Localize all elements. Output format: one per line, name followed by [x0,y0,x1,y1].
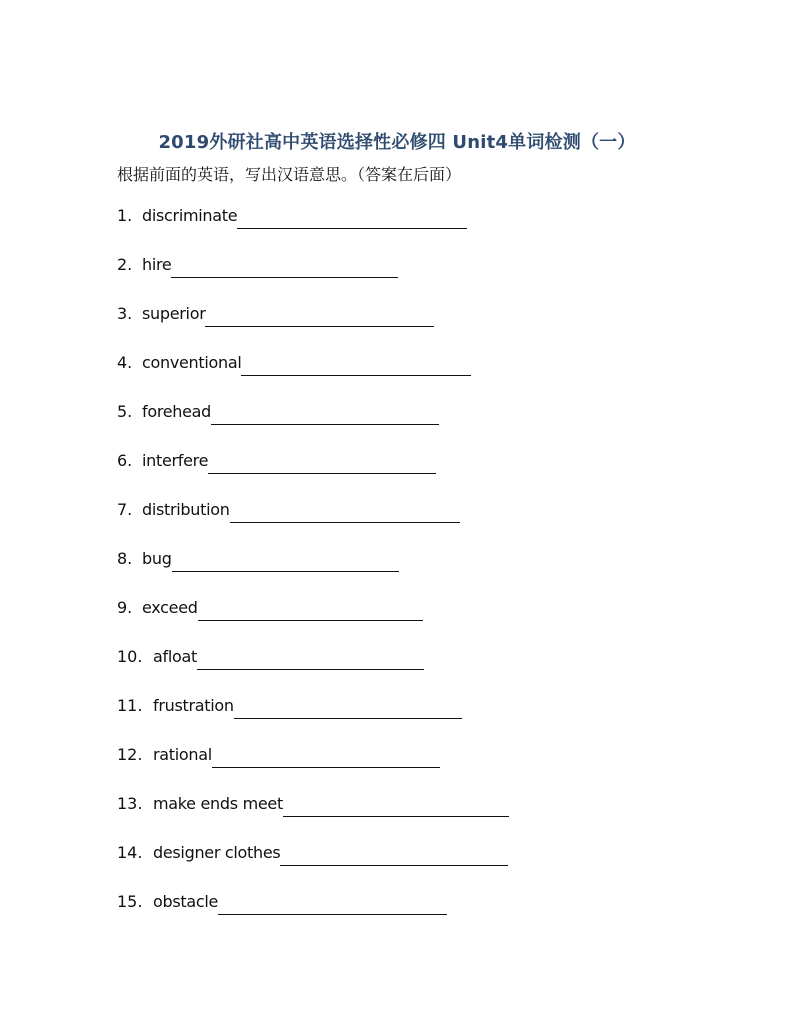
list-item [117,548,399,570]
item-number: 4. [117,353,133,372]
item-number: 12. [117,745,143,764]
list-item [117,450,436,472]
answer-blank[interactable] [212,749,440,768]
item-number: 3. [117,304,133,323]
item-word: designer clothes [153,843,281,862]
list-item [117,303,434,325]
item-word: forehead [142,402,212,421]
answer-blank[interactable] [211,406,439,425]
instructions-text: 根据前面的英语，写出汉语意思。（答案在后面） [117,165,462,184]
answer-blank[interactable] [241,357,471,376]
list-item [117,646,424,668]
answer-blank[interactable] [230,504,460,523]
list-item [117,842,508,864]
item-number: 13. [117,794,143,813]
answer-blank[interactable] [218,896,447,915]
item-word: distribution [142,500,230,519]
page-title: 2019外研社高中英语选择性必修四 Unit4单词检测（一） [158,132,636,153]
item-number: 11. [117,696,143,715]
list-item [117,891,447,913]
item-word: discriminate [142,206,238,225]
item-word: frustration [153,696,234,715]
item-word: bug [142,549,172,568]
item-word: exceed [142,598,198,617]
answer-blank[interactable] [198,602,423,621]
item-number: 1. [117,206,133,225]
list-item [117,597,423,619]
item-word: obstacle [153,892,219,911]
item-number: 7. [117,500,133,519]
list-item [117,793,509,815]
list-item [117,401,439,423]
item-word: conventional [142,353,242,372]
list-item [117,205,467,227]
item-number: 5. [117,402,133,421]
list-item [117,254,398,276]
item-number: 15. [117,892,143,911]
answer-blank[interactable] [237,210,467,229]
answer-blank[interactable] [280,847,508,866]
list-item [117,352,471,374]
item-number: 8. [117,549,133,568]
list-item [117,499,460,521]
item-number: 10. [117,647,143,666]
answer-blank[interactable] [234,700,462,719]
item-word: hire [142,255,172,274]
item-word: interfere [142,451,209,470]
list-item [117,744,440,766]
item-number: 9. [117,598,133,617]
item-number: 2. [117,255,133,274]
list-item [117,695,462,717]
item-number: 6. [117,451,133,470]
answer-blank[interactable] [171,259,398,278]
answer-blank[interactable] [208,455,436,474]
item-number: 14. [117,843,143,862]
item-word: afloat [153,647,197,666]
item-word: superior [142,304,206,323]
answer-blank[interactable] [172,553,399,572]
answer-blank[interactable] [283,798,509,817]
answer-blank[interactable] [205,308,434,327]
item-word: make ends meet [153,794,283,813]
item-word: rational [153,745,212,764]
answer-blank[interactable] [197,651,424,670]
